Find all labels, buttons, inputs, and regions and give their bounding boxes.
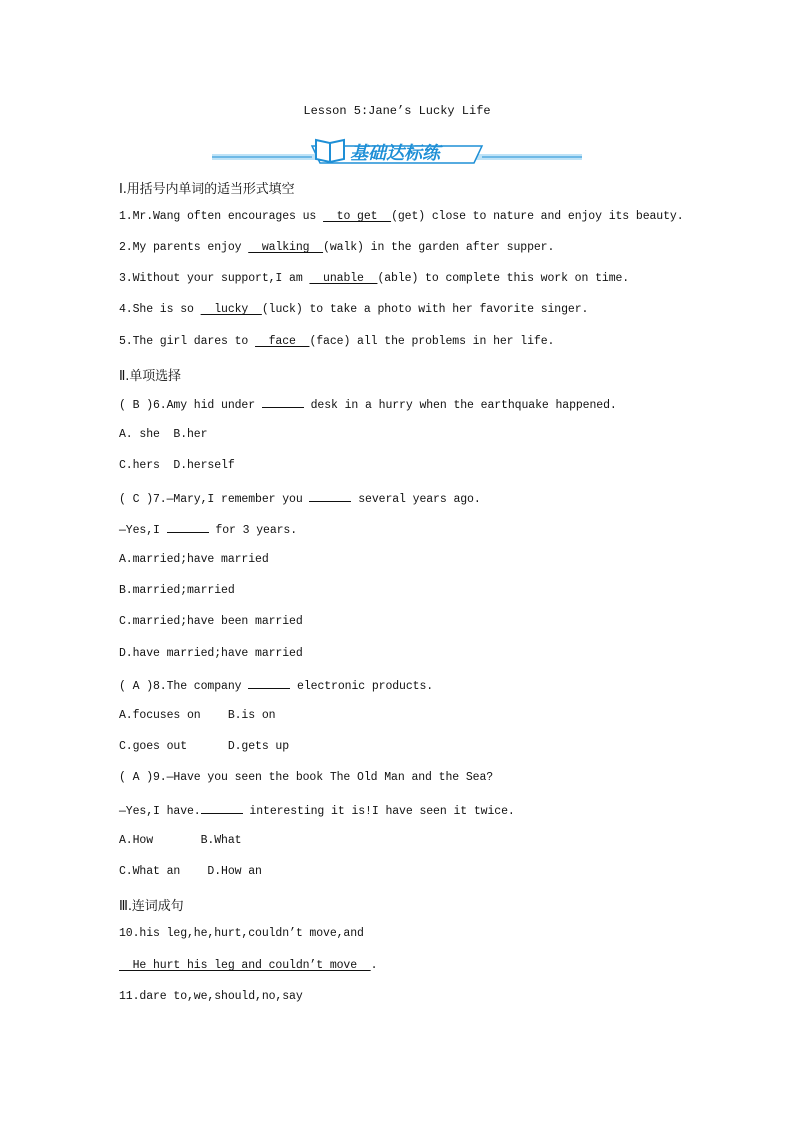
blank <box>201 803 243 814</box>
question-7: ( C )7.—Mary,I remember you several years ago. <box>119 493 481 506</box>
question-3: 3.Without your support,I am unable (able) to complete this work on time. <box>119 272 630 285</box>
question-5: 5.The girl dares to face (face) all the problems in her life. <box>119 335 555 348</box>
answer-10-line: He hurt his leg and couldn’t move . <box>119 959 378 972</box>
answer-10: He hurt his leg and couldn’t move <box>119 959 371 972</box>
question-1: 1.Mr.Wang often encourages us to get (get) close to nature and enjoy its beauty. <box>119 210 684 223</box>
page-title: Lesson 5:Jane’s Lucky Life <box>303 104 491 118</box>
answer-3: unable <box>309 272 378 285</box>
question-11: 11.dare to,we,should,no,say <box>119 990 303 1003</box>
section2-heading: Ⅱ.单项选择 <box>119 369 181 384</box>
banner-text: 基础达标练 <box>350 143 440 164</box>
question-4: 4.She is so lucky (luck) to take a photo with her favorite singer. <box>119 303 589 316</box>
book-icon <box>316 140 344 162</box>
question-9-reply: —Yes,I have. interesting it is!I have seen it twice. <box>119 805 515 818</box>
answer-5: face <box>255 335 310 348</box>
blank <box>167 522 209 533</box>
answer-4: lucky <box>200 303 262 316</box>
q9-options-ab: A.How B.What <box>119 834 242 847</box>
blank <box>262 397 304 408</box>
answer-1: to get <box>323 210 392 223</box>
blank <box>309 491 351 502</box>
question-9: ( A )9.—Have you seen the book The Old Man and the Sea? <box>119 771 494 784</box>
q6-options-cd: C.hers D.herself <box>119 459 235 472</box>
q8-options-cd: C.goes out D.gets up <box>119 740 290 753</box>
q7-option-b: B.married;married <box>119 584 235 597</box>
question-8: ( A )8.The company electronic products. <box>119 680 434 693</box>
section1-heading: Ⅰ.用括号内单词的适当形式填空 <box>119 182 295 197</box>
q7-option-c: C.married;have been married <box>119 615 303 628</box>
q6-options-ab: A. she B.her <box>119 428 208 441</box>
question-2: 2.My parents enjoy walking (walk) in the garden after supper. <box>119 241 555 254</box>
q7-option-a: A.married;have married <box>119 553 269 566</box>
q9-options-cd: C.What an D.How an <box>119 865 262 878</box>
section3-heading: Ⅲ.连词成句 <box>119 899 184 914</box>
answer-2: walking <box>248 241 324 254</box>
blank <box>248 678 290 689</box>
question-6: ( B )6.Amy hid under desk in a hurry when the earthquake happened. <box>119 399 617 412</box>
q8-options-ab: A.focuses on B.is on <box>119 709 276 722</box>
section-banner <box>212 132 582 166</box>
question-10: 10.his leg,he,hurt,couldn’t move,and <box>119 927 364 940</box>
q7-option-d: D.have married;have married <box>119 647 303 660</box>
question-7-reply: —Yes,I for 3 years. <box>119 524 298 537</box>
